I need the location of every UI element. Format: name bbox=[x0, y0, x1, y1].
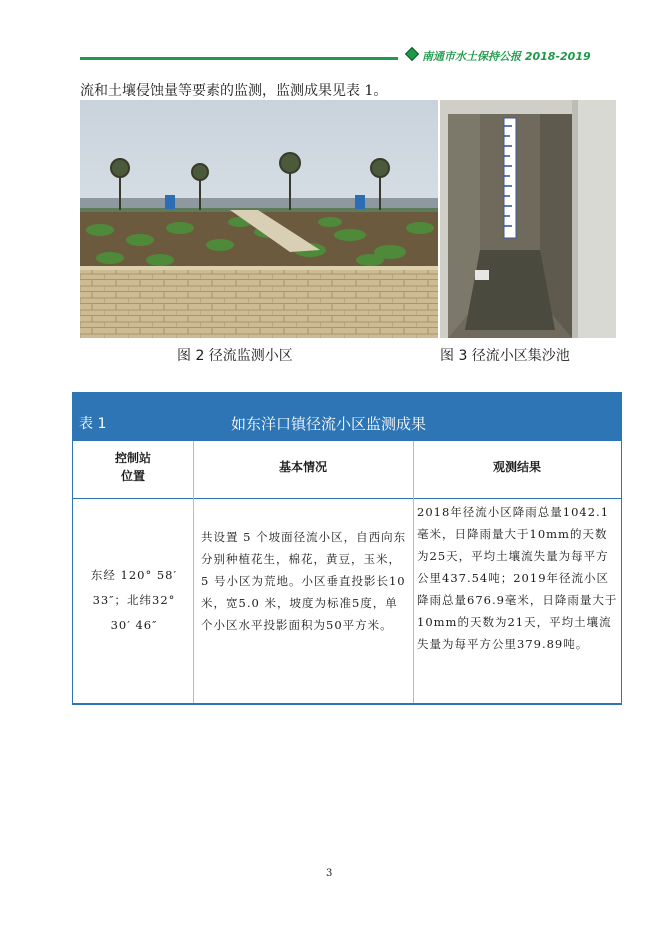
figure-3-caption: 图 3 径流小区集沙池 bbox=[440, 348, 570, 364]
column-header-situation: 基本情况 bbox=[278, 460, 327, 474]
runoff-plot-photo bbox=[80, 100, 438, 338]
column-header-results: 观测结果 bbox=[492, 460, 541, 474]
column-divider bbox=[193, 441, 194, 703]
header-title-text: 南通市水土保持公报 2018-2019 bbox=[422, 50, 591, 63]
header-title bbox=[407, 48, 591, 64]
column-divider bbox=[413, 441, 414, 703]
header-rule bbox=[80, 57, 398, 60]
figure-2-caption: 图 2 径流监测小区 bbox=[177, 348, 293, 364]
column-header-location: 控制站 位置 bbox=[114, 451, 151, 483]
table-label: 表 1 bbox=[79, 416, 107, 432]
table-header-bar bbox=[73, 393, 621, 441]
cell-results: 2018年径流小区降雨总量1042.1毫米，日降雨量大于10mm的天数为25天，平均土壤流失量为每平方公里437.54吨；2019年径流小区降雨总量676.9毫米，日降雨量大于10mm的天数为21天，平均土壤流失量为每平方公里379.89吨。 bbox=[417, 505, 618, 651]
page-number: 3 bbox=[326, 868, 333, 879]
monitoring-results-table bbox=[72, 392, 622, 705]
sediment-pool-photo bbox=[440, 100, 616, 338]
cell-location: 东经 120° 58′ 33″；北纬32° 30′ 46″ bbox=[90, 568, 178, 632]
intro-text: 流和土壤侵蚀量等要素的监测，监测成果见表 1。 bbox=[80, 83, 388, 99]
table-column-headers bbox=[73, 441, 621, 499]
table-title: 如东洋口镇径流小区监测成果 bbox=[231, 415, 427, 433]
cell-situation: 共设置 5 个坡面径流小区，自西向东分别种植花生，棉花，黄豆，玉米，5 号小区为荒地。小区垂直投影长10 米，宽5.0 米，坡度为标准5度，单个小区水平投影面积为50平方米。 bbox=[201, 530, 407, 632]
diamond-icon bbox=[405, 47, 419, 61]
